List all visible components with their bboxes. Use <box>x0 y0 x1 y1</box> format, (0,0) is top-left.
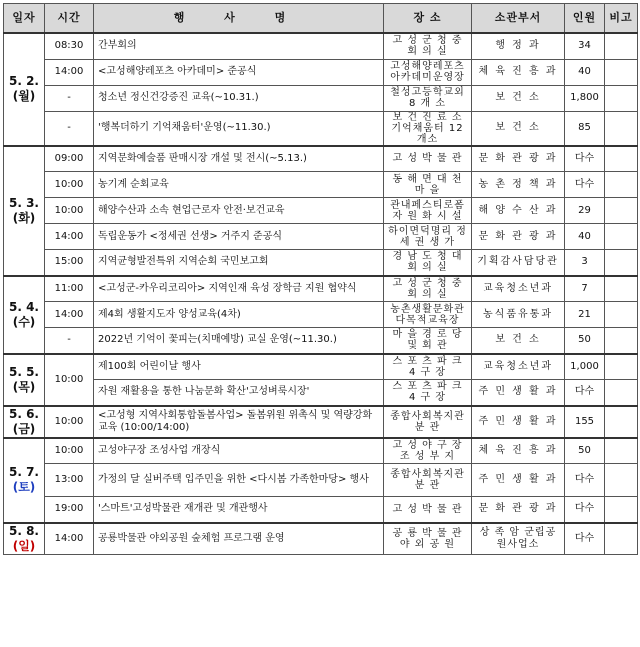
event-cell: 청소년 정신건강증진 교육(~10.31.) <box>94 85 384 111</box>
table-row <box>4 85 638 111</box>
date-label: 5. 5. <box>9 364 39 379</box>
event-cell: 지역문화예술품 판매시장 개설 및 전시(~5.13.) <box>94 146 384 172</box>
header-time: 시간 <box>45 4 94 34</box>
day-of-week-label: (일) <box>12 538 36 553</box>
event-cell: '스마트'고성박물관 재개관 및 개관행사 <box>94 497 384 523</box>
dept-cell: 체 육 진 흥 과 <box>472 438 565 464</box>
event-cell: 제4회 생활지도자 양성교육(4차) <box>94 302 384 328</box>
count-cell: 40 <box>565 59 605 85</box>
table-row <box>4 59 638 85</box>
header-note: 비고 <box>605 4 638 34</box>
count-cell: 40 <box>565 224 605 250</box>
note-cell <box>605 85 638 111</box>
day-of-week-label: (수) <box>12 314 36 329</box>
day-of-week-label: (월) <box>12 89 36 104</box>
note-cell <box>605 302 638 328</box>
note-cell <box>605 406 638 438</box>
event-cell: 지역균형발전특위 지역순회 국민보고회 <box>94 250 384 276</box>
date-cell <box>4 438 45 523</box>
time-cell: 08:30 <box>45 33 94 59</box>
event-cell: 고성야구장 조성사업 개장식 <box>94 438 384 464</box>
place-cell: 종합사회복지관 분 관 <box>384 464 472 497</box>
event-cell: 공룡박물관 야외공원 숲체험 프로그램 운영 <box>94 523 384 555</box>
note-cell <box>605 33 638 59</box>
time-cell: - <box>45 328 94 354</box>
table-row <box>4 523 638 555</box>
place-cell: 마 을 경 로 당 및 회 관 <box>384 328 472 354</box>
time-cell: 13:00 <box>45 464 94 497</box>
date-label: 5. 2. <box>9 74 39 89</box>
dept-cell: 보 건 소 <box>472 111 565 146</box>
dept-cell: 농 촌 정 책 과 <box>472 172 565 198</box>
time-cell: 14:00 <box>45 59 94 85</box>
count-cell: 다수 <box>565 497 605 523</box>
event-cell: <고성형 지역사회통합돌봄사업> 돌봄위원 위촉식 및 역량강화교육 (10:00/14:00) <box>94 406 384 438</box>
count-cell: 155 <box>565 406 605 438</box>
count-cell: 다수 <box>565 380 605 406</box>
table-row <box>4 302 638 328</box>
event-cell: 자원 재활용을 통한 나눔문화 확산'고성벼룩시장' <box>94 380 384 406</box>
date-cell <box>4 33 45 146</box>
place-cell: 경 남 도 청 대 회 의 실 <box>384 250 472 276</box>
note-cell <box>605 198 638 224</box>
count-cell: 85 <box>565 111 605 146</box>
header-place: 장 소 <box>384 4 472 34</box>
table-row <box>4 198 638 224</box>
dept-cell: 교육청소년과 <box>472 276 565 302</box>
table-row <box>4 406 638 438</box>
date-label: 5. 3. <box>9 195 39 210</box>
table-row <box>4 380 638 406</box>
place-cell: 종합사회복지관 분 관 <box>384 406 472 438</box>
day-of-week-label: (금) <box>12 421 36 436</box>
date-label: 5. 8. <box>9 523 39 538</box>
header-count: 인원 <box>565 4 605 34</box>
count-cell: 34 <box>565 33 605 59</box>
place-cell: 하이면덕명리 정 세 권 생 가 <box>384 224 472 250</box>
count-cell: 1,800 <box>565 85 605 111</box>
count-cell: 50 <box>565 438 605 464</box>
event-cell: '행복더하기 기억채움터'운영(~11.30.) <box>94 111 384 146</box>
header-row <box>4 4 638 34</box>
event-cell: <고성해양레포츠 아카데미> 준공식 <box>94 59 384 85</box>
event-cell: 2022년 기억이 꽃피는(치매예방) 교실 운영(~11.30.) <box>94 328 384 354</box>
header-date: 일자 <box>4 4 45 34</box>
count-cell: 다수 <box>565 464 605 497</box>
table-row <box>4 111 638 146</box>
time-cell: - <box>45 85 94 111</box>
header-event: 행 사 명 <box>94 4 384 34</box>
time-cell: 09:00 <box>45 146 94 172</box>
note-cell <box>605 250 638 276</box>
dept-cell: 기획감사담당관 <box>472 250 565 276</box>
place-cell: 스 포 츠 파 크 4 구 장 <box>384 354 472 380</box>
table-row <box>4 354 638 380</box>
time-cell: 14:00 <box>45 224 94 250</box>
count-cell: 3 <box>565 250 605 276</box>
note-cell <box>605 111 638 146</box>
date-cell <box>4 523 45 555</box>
note-cell <box>605 354 638 380</box>
dept-cell: 행 정 과 <box>472 33 565 59</box>
dept-cell: 상 족 암 군립공원사업소 <box>472 523 565 555</box>
date-label: 5. 7. <box>9 465 39 479</box>
note-cell <box>605 146 638 172</box>
dept-cell: 문 화 관 광 과 <box>472 224 565 250</box>
note-cell <box>605 523 638 555</box>
count-cell: 다수 <box>565 172 605 198</box>
time-cell: - <box>45 111 94 146</box>
date-cell <box>4 406 45 438</box>
time-cell: 10:00 <box>45 172 94 198</box>
place-cell: 고 성 군 청 중 회 의 실 <box>384 33 472 59</box>
dept-cell: 보 건 소 <box>472 328 565 354</box>
time-cell: 11:00 <box>45 276 94 302</box>
event-cell: 농기계 순회교육 <box>94 172 384 198</box>
table-row <box>4 172 638 198</box>
note-cell <box>605 380 638 406</box>
schedule-table-container <box>3 3 637 555</box>
dept-cell: 주 민 생 활 과 <box>472 464 565 497</box>
dept-cell: 해 양 수 산 과 <box>472 198 565 224</box>
event-cell: 독립운동가 <정세권 선생> 거주지 준공식 <box>94 224 384 250</box>
time-cell: 10:00 <box>45 198 94 224</box>
count-cell: 50 <box>565 328 605 354</box>
count-cell: 다수 <box>565 146 605 172</box>
table-body <box>4 33 638 554</box>
table-row <box>4 224 638 250</box>
dept-cell: 농식품유통과 <box>472 302 565 328</box>
time-cell: 14:00 <box>45 302 94 328</box>
place-cell: 스 포 츠 파 크 4 구 장 <box>384 380 472 406</box>
table-row <box>4 464 638 497</box>
date-cell <box>4 276 45 354</box>
note-cell <box>605 224 638 250</box>
count-cell: 7 <box>565 276 605 302</box>
date-label: 5. 6. <box>9 406 39 421</box>
place-cell: 철성고등학교외 8 개 소 <box>384 85 472 111</box>
table-row <box>4 438 638 464</box>
count-cell: 1,000 <box>565 354 605 380</box>
count-cell: 29 <box>565 198 605 224</box>
schedule-table <box>3 3 638 555</box>
note-cell <box>605 497 638 523</box>
place-cell: 동 해 면 대 천 마 을 <box>384 172 472 198</box>
place-cell: 고 성 박 물 관 <box>384 146 472 172</box>
place-cell: 공 룡 박 물 관 야 외 공 원 <box>384 523 472 555</box>
place-cell: 고 성 박 물 관 <box>384 497 472 523</box>
day-of-week-label: (화) <box>12 210 36 225</box>
time-cell: 10:00 <box>45 438 94 464</box>
time-cell: 19:00 <box>45 497 94 523</box>
date-cell <box>4 354 45 406</box>
table-row <box>4 250 638 276</box>
event-cell: <고성군-카우리코리아> 지역인재 육성 장학금 지원 협약식 <box>94 276 384 302</box>
note-cell <box>605 172 638 198</box>
dept-cell: 문 화 관 광 과 <box>472 497 565 523</box>
dept-cell: 주 민 생 활 과 <box>472 406 565 438</box>
note-cell <box>605 464 638 497</box>
note-cell <box>605 59 638 85</box>
place-cell: 고 성 야 구 장 조 성 부 지 <box>384 438 472 464</box>
table-row <box>4 33 638 59</box>
day-of-week-label: (목) <box>12 379 36 394</box>
count-cell: 다수 <box>565 523 605 555</box>
time-cell: 15:00 <box>45 250 94 276</box>
event-cell: 간부회의 <box>94 33 384 59</box>
day-of-week-label: (토) <box>12 480 36 494</box>
note-cell <box>605 328 638 354</box>
table-header <box>4 4 638 34</box>
time-cell: 14:00 <box>45 523 94 555</box>
place-cell: 농촌생활문화관 다목적교육장 <box>384 302 472 328</box>
dept-cell: 보 건 소 <box>472 85 565 111</box>
time-cell: 10:00 <box>45 406 94 438</box>
dept-cell: 주 민 생 활 과 <box>472 380 565 406</box>
table-row <box>4 276 638 302</box>
place-cell: 고 성 군 청 중 회 의 실 <box>384 276 472 302</box>
date-cell <box>4 146 45 276</box>
count-cell: 21 <box>565 302 605 328</box>
note-cell <box>605 276 638 302</box>
time-cell: 10:00 <box>45 354 94 406</box>
table-row <box>4 146 638 172</box>
place-cell: 고성해양레포츠 아카데미운영장 <box>384 59 472 85</box>
table-row <box>4 328 638 354</box>
place-cell: 보 건 진 료 소 기억채움터 12개소 <box>384 111 472 146</box>
dept-cell: 체 육 진 흥 과 <box>472 59 565 85</box>
dept-cell: 교육청소년과 <box>472 354 565 380</box>
place-cell: 관내페스티로폼 자 원 화 시 설 <box>384 198 472 224</box>
event-cell: 해양수산과 소속 현업근로자 안전·보건교육 <box>94 198 384 224</box>
header-dept: 소관부서 <box>472 4 565 34</box>
event-cell: 제100회 어린이날 행사 <box>94 354 384 380</box>
note-cell <box>605 438 638 464</box>
event-cell: 가정의 달 실버주택 입주민을 위한 <다시봄 가족한마당> 행사 <box>94 464 384 497</box>
dept-cell: 문 화 관 광 과 <box>472 146 565 172</box>
table-row <box>4 497 638 523</box>
date-label: 5. 4. <box>9 299 39 314</box>
